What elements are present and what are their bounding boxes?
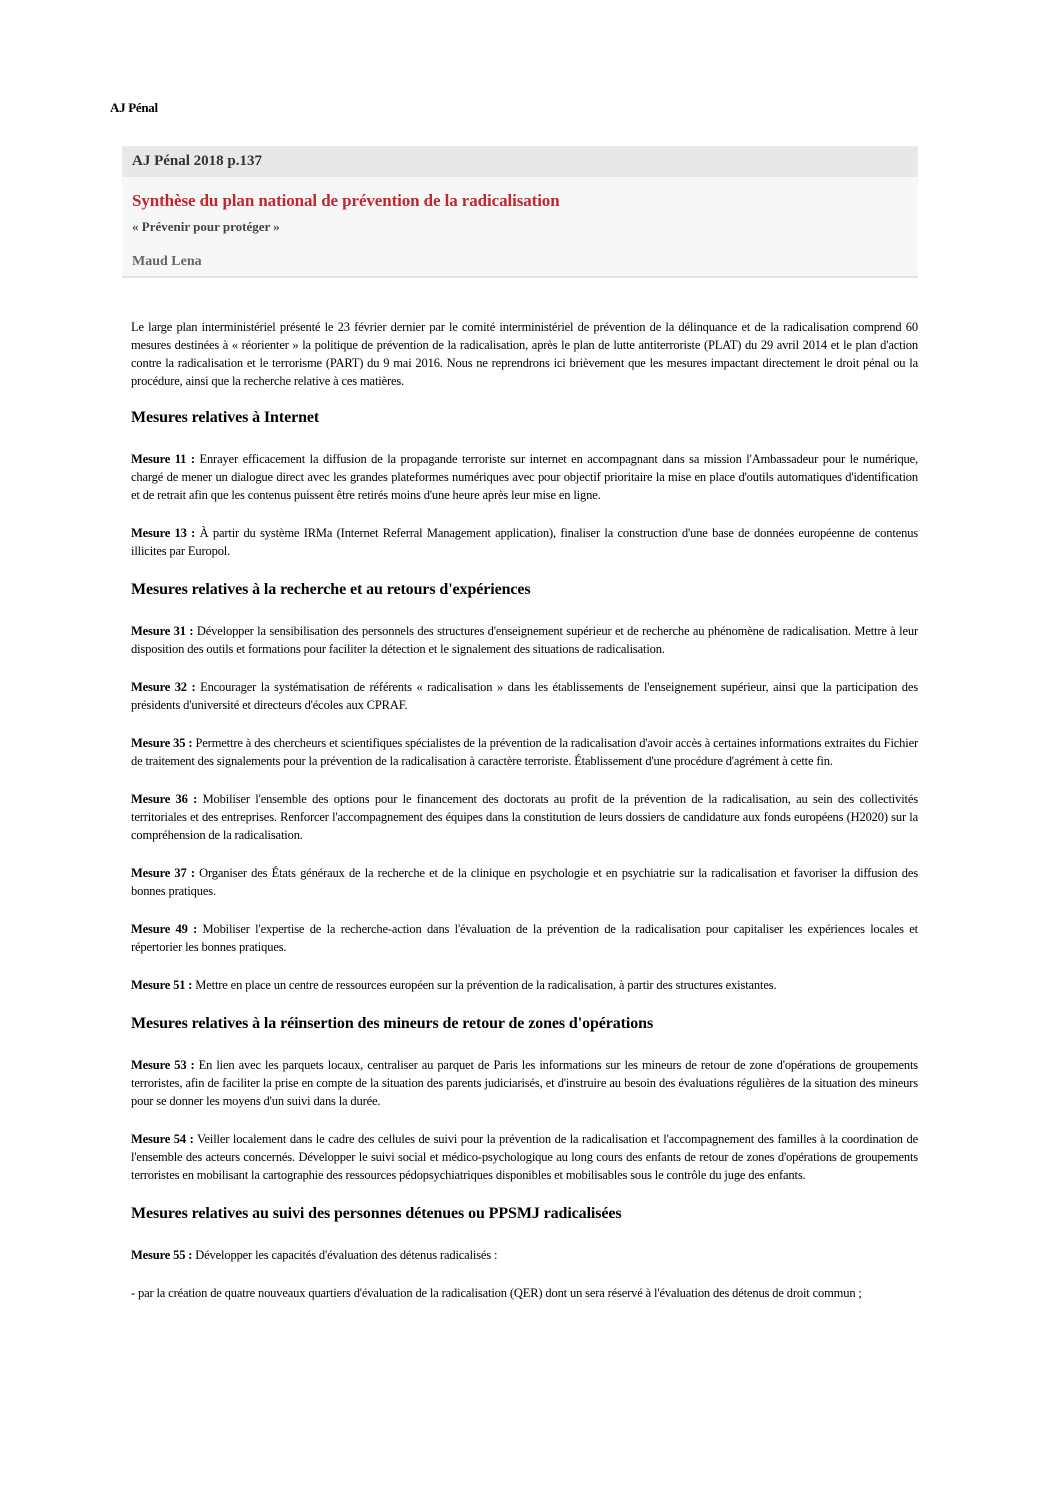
measure-text: Mobiliser l'expertise de la recherche-action dans l'évaluation de la prévention de la radicalisation pour capitaliser les expériences locales et répertorier les bonnes pratiques. <box>131 922 918 954</box>
measure-paragraph <box>131 678 918 714</box>
measure-paragraph <box>131 450 918 504</box>
measure-label: Mesure 54 : <box>131 1132 194 1146</box>
measure-text: Mobiliser l'ensemble des options pour le financement des doctorats au profit de la prévention de la radicalisation, au sein des collectivités territoriales et des entreprises. Renforcer l'accompagnement des équipes dans la constitution de leurs dossiers de candidature aux fonds européens (H2020) sur la compréhension de la radicalisation. <box>131 792 918 842</box>
section-heading-reinsertion: Mesures relatives à la réinsertion des mineurs de retour de zones d'opérations <box>131 1015 654 1032</box>
measure-text: Encourager la systématisation de référents « radicalisation » dans les établissements de l'enseignement supérieur, ainsi que la participation des présidents d'université et directeurs d'écoles aux CPRAF. <box>131 680 918 712</box>
measure-text: Mettre en place un centre de ressources européen sur la prévention de la radicalisation, à partir des structures existantes. <box>195 978 777 992</box>
section-heading-recherche: Mesures relatives à la recherche et au retours d'expériences <box>131 581 531 598</box>
measure-paragraph <box>131 622 918 658</box>
article-header <box>122 146 918 278</box>
measure-paragraph <box>131 524 918 560</box>
measure-label: Mesure 49 : <box>131 922 198 936</box>
measure-paragraph <box>131 864 918 900</box>
article-body <box>131 318 918 1322</box>
measure-text: Enrayer efficacement la diffusion de la propagande terroriste sur internet en accompagnant dans sa mission l'Ambassadeur pour le numérique, chargé de mener un dialogue direct avec les grandes plateformes numériques avec pour objectif prioritaire la mise en place d'outils automatiques d'identification et de retrait afin que les contenus puissent être retirés moins d'une heure après leur mise en ligne. <box>131 452 919 502</box>
measure-label: Mesure 37 : <box>131 866 195 880</box>
measure-paragraph <box>131 976 918 994</box>
measure-paragraph <box>131 790 918 844</box>
article-title: Synthèse du plan national de prévention de la radicalisation <box>132 191 560 210</box>
measure-label: Mesure 36 : <box>131 792 198 806</box>
section-heading-internet: Mesures relatives à Internet <box>131 409 320 426</box>
measure-text: À partir du système IRMa (Internet Referral Management application), finaliser la construction d'une base de données européenne de contenus illicites par Europol. <box>131 526 919 558</box>
measure-label: Mesure 11 : <box>131 452 195 466</box>
measure-label: Mesure 35 : <box>131 736 193 750</box>
measure-label: Mesure 53 : <box>131 1058 195 1072</box>
source-reference: AJ Pénal 2018 p.137 <box>132 153 263 169</box>
article-author: Maud Lena <box>132 254 202 269</box>
measure-text: Veiller localement dans le cadre des cellules de suivi pour la prévention de la radicalisation et l'accompagnement des familles à la coordination de l'ensemble des acteurs concernés. Développer le suivi social et médico-psychologique au long cours des enfants de retour de zones d'opérations de groupements terroristes en mobilisant la cartographie des ressources pédopsychiatriques disponibles et mobilisables sous le contrôle du juge des enfants. <box>131 1132 919 1182</box>
measure-label: Mesure 55 : <box>131 1248 193 1262</box>
running-head: AJ Pénal <box>110 100 158 115</box>
measure-text: En lien avec les parquets locaux, centraliser au parquet de Paris les informations sur les mineurs de retour de zone d'opérations de groupements terroristes, afin de faciliter la prise en compte de la situation des parents judiciarisés, et d'instruire au besoin des évaluations régulières de la situation des mineurs pour se donner les moyens d'un suivi dans la durée. <box>131 1058 919 1108</box>
measure-text: Développer la sensibilisation des personnels des structures d'enseignement supérieur et de recherche au phénomène de radicalisation. Mettre à leur disposition des outils et formations pour faciliter la détection et le signalement des situations de radicalisation. <box>131 624 919 656</box>
source-strip <box>122 146 918 177</box>
measure-text: - par la création de quatre nouveaux quartiers d'évaluation de la radicalisation (QER) dont un sera réservé à l'évaluation des détenus de droit commun ; <box>131 1286 862 1300</box>
section-heading-detenus: Mesures relatives au suivi des personnes détenues ou PPSMJ radicalisées <box>131 1205 622 1222</box>
measure-label: Mesure 51 : <box>131 978 193 992</box>
measure-label: Mesure 31 : <box>131 624 194 638</box>
measure-text: Permettre à des chercheurs et scientifiques spécialistes de la prévention de la radicalisation d'avoir accès à certaines informations extraites du Fichier de traitement des signalements pour la prévention de la radicalisation à caractère terroriste. Établissement d'une procédure d'agrément à cette fin. <box>131 736 919 768</box>
measure-paragraph <box>131 1130 918 1184</box>
measure-paragraph <box>131 1246 918 1264</box>
measure-paragraph <box>131 1284 918 1302</box>
measure-label: Mesure 13 : <box>131 526 196 540</box>
intro-paragraph: Le large plan interministériel présenté le 23 février dernier par le comité interministériel de prévention de la délinquance et de la radicalisation comprend 60 mesures destinées à « réorienter » la politique de prévention de la radicalisation, après le plan de lutte antiterroriste (PLAT) du 29 avril 2014 et le plan d'action contre la radicalisation et le terrorisme (PART) du 9 mai 2016. Nous ne reprendrons ici brièvement que les mesures impactant directement le droit pénal ou la procédure, ainsi que la recherche relative à ces matières. <box>131 320 918 388</box>
article-subtitle: « Prévenir pour protéger » <box>132 219 280 234</box>
measure-label: Mesure 32 : <box>131 680 196 694</box>
measure-paragraph <box>131 734 918 770</box>
measure-paragraph <box>131 920 918 956</box>
measure-paragraph <box>131 1056 918 1110</box>
measure-text: Organiser des États généraux de la recherche et de la clinique en psychologie et en psychiatrie sur la radicalisation et favoriser la diffusion des bonnes pratiques. <box>131 866 919 898</box>
measure-text: Développer les capacités d'évaluation des détenus radicalisés : <box>195 1248 498 1262</box>
